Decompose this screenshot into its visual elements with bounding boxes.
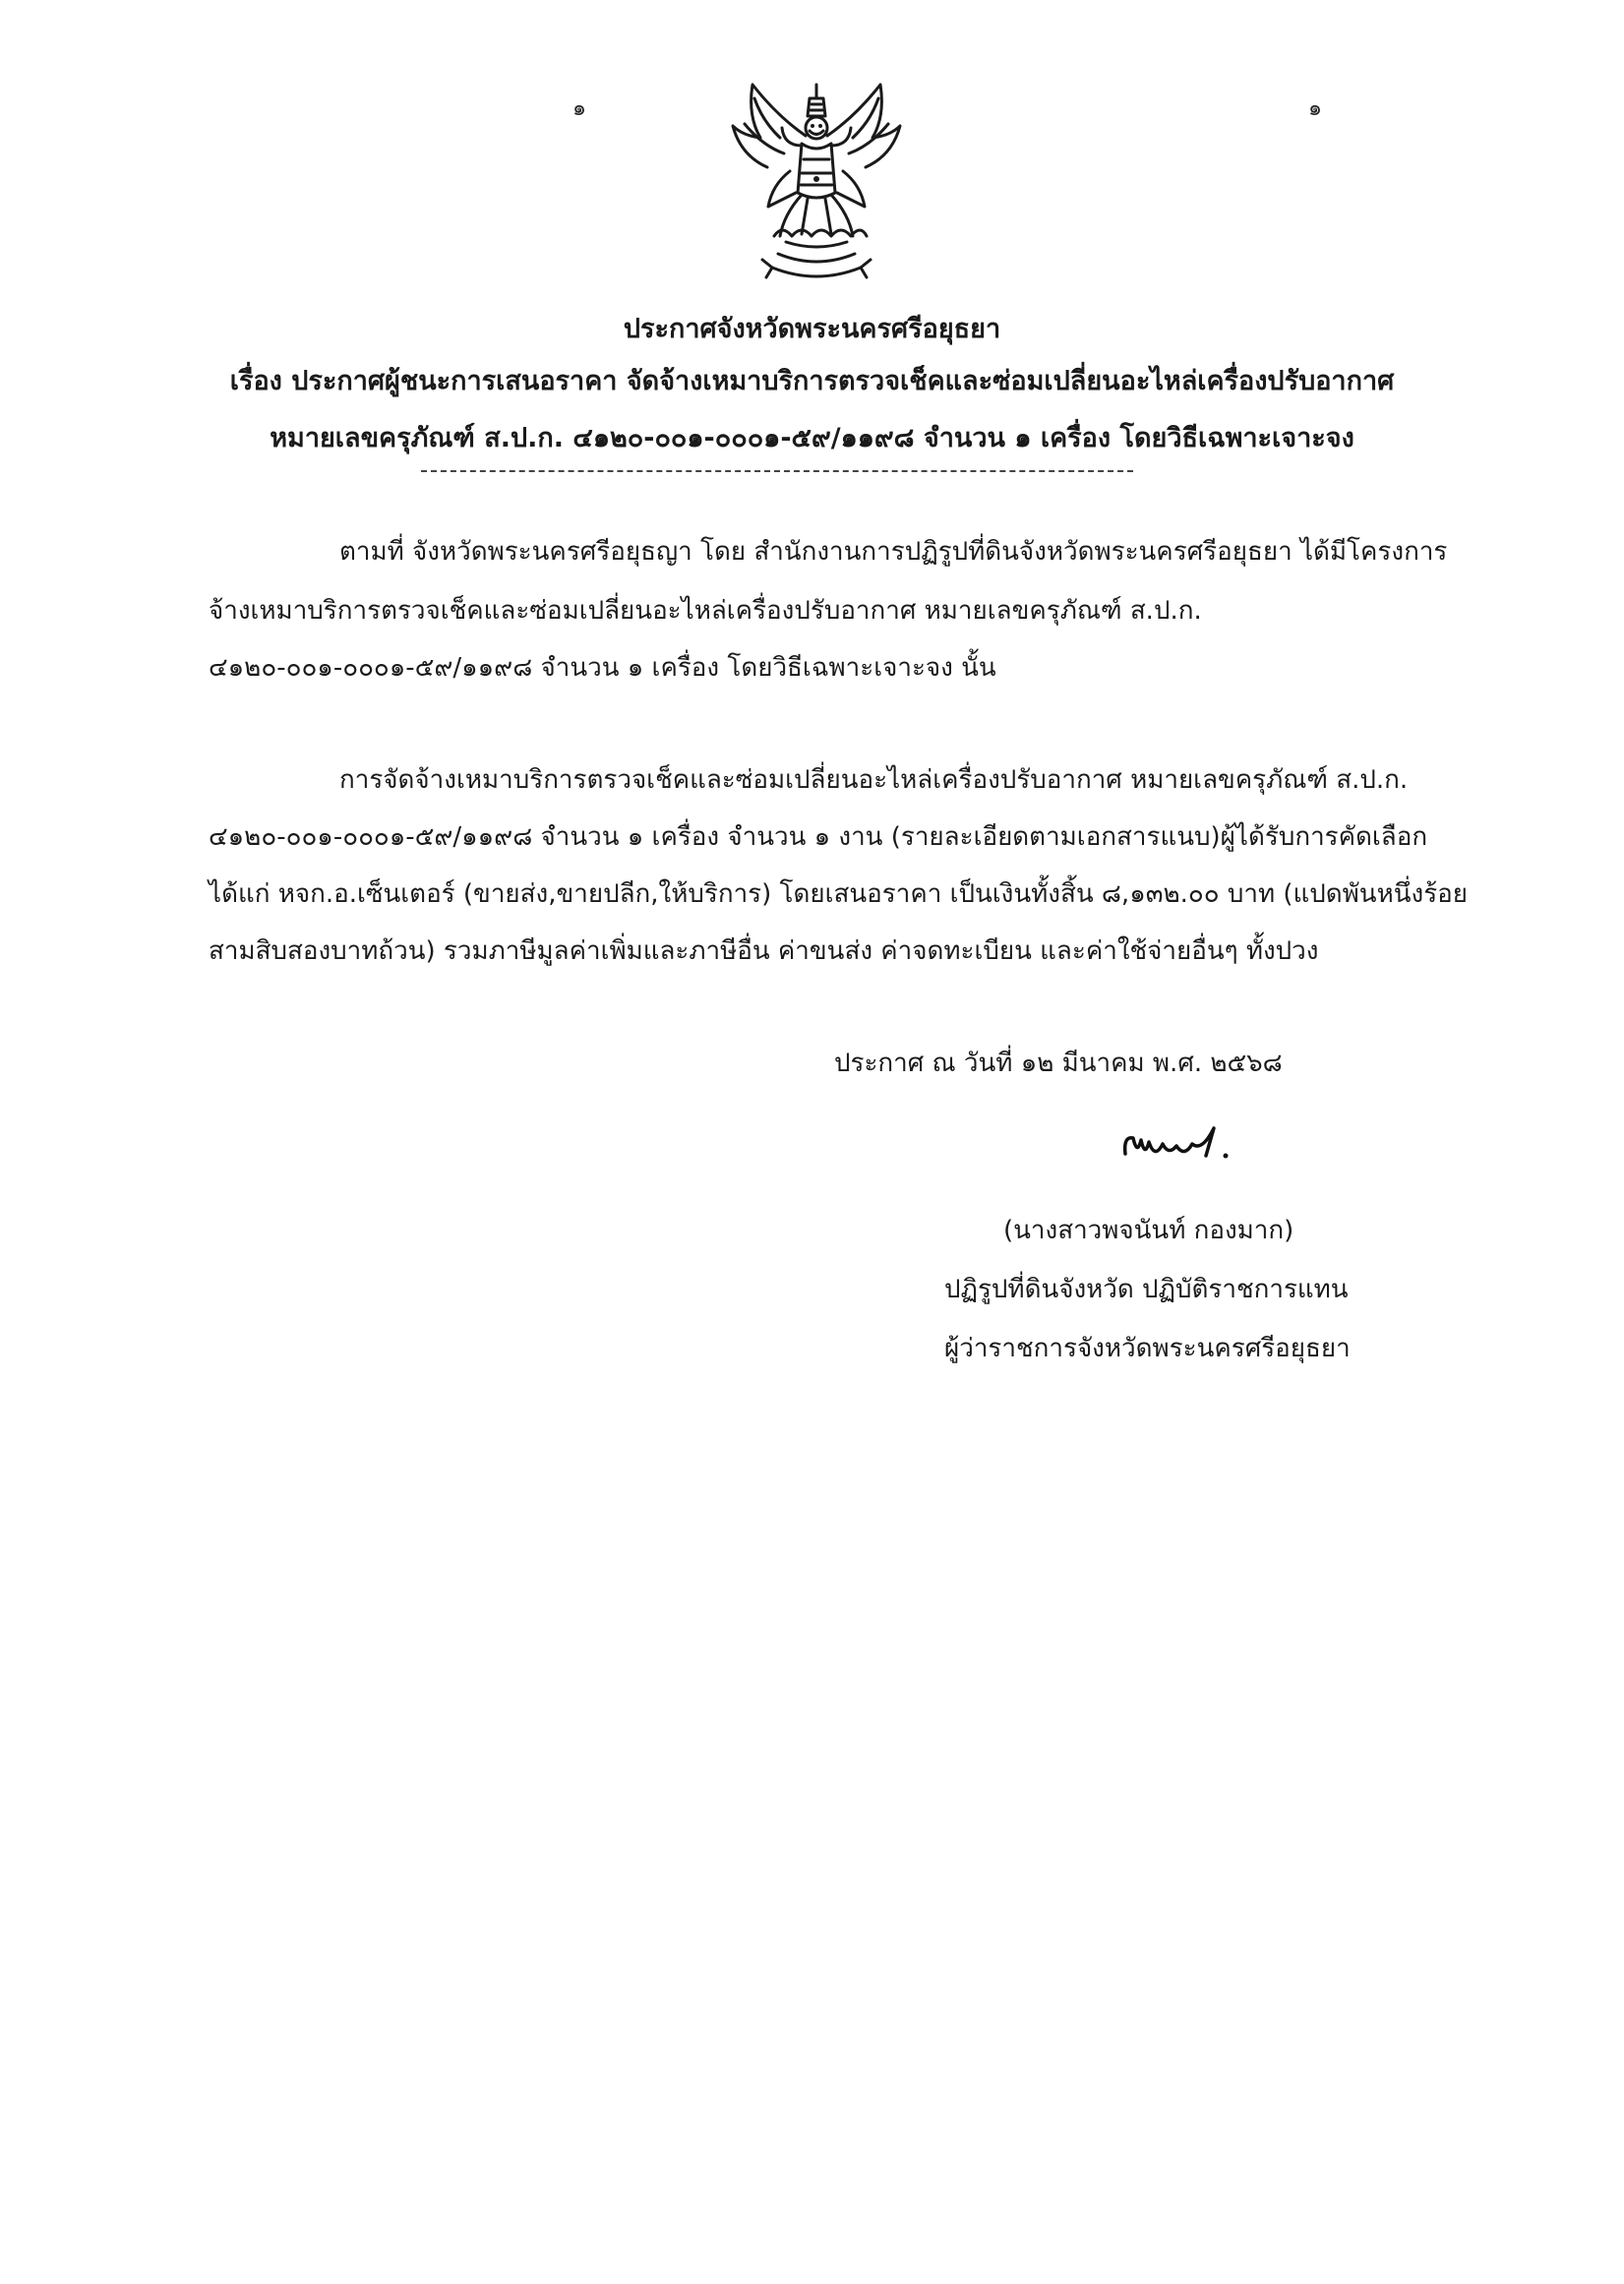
garuda-emblem-icon bbox=[723, 77, 910, 288]
paragraph-1-line: ๔๑๒๐-๐๐๑-๐๐๐๑-๕๙/๑๑๙๘ จำนวน ๑ เครื่อง โดยวิธีเฉพาะเจาะจง นั้น bbox=[209, 653, 996, 683]
paragraph-2-line: ๔๑๒๐-๐๐๑-๐๐๐๑-๕๙/๑๑๙๘ จำนวน ๑ เครื่อง จำนวน ๑ งาน (รายละเอียดตามเอกสารแนบ)ผู้ได้รับการคัดเลือก bbox=[209, 822, 1428, 852]
announcement-date: ประกาศ ณ วันที่ ๑๒ มีนาคม พ.ศ. ๒๕๖๘ bbox=[834, 1049, 1283, 1078]
document-title: ประกาศจังหวัดพระนครศรีอยุธยา bbox=[623, 314, 1001, 344]
signatory-position-2: ผู้ว่าราชการจังหวัดพระนครศรีอยุธยา bbox=[944, 1334, 1351, 1363]
handwritten-signature bbox=[1119, 1116, 1247, 1175]
paragraph-1-line: จ้างเหมาบริการตรวจเช็คและซ่อมเปลี่ยนอะไหล่เครื่องปรับอากาศ หมายเลขครุภัณฑ์ ส.ป.ก. bbox=[209, 596, 1202, 626]
paragraph-2-line: การจัดจ้างเหมาบริการตรวจเช็คและซ่อมเปลี่ยนอะไหล่เครื่องปรับอากาศ หมายเลขครุภัณฑ์ ส.ป.ก. bbox=[339, 765, 1409, 795]
corner-mark-left: ๑ bbox=[572, 96, 586, 121]
subject-line-2: หมายเลขครุภัณฑ์ ส.ป.ก. ๔๑๒๐-๐๐๑-๐๐๐๑-๕๙/๑๑๙๘ จำนวน ๑ เครื่อง โดยวิธีเฉพาะเจาะจง bbox=[270, 423, 1354, 453]
paragraph-1-line: ตามที่ จังหวัดพระนครศรีอยุธญา โดย สำนักงานการปฏิรูปที่ดินจังหวัดพระนครศรีอยุธยา ได้มีโครงการ bbox=[339, 537, 1448, 567]
paragraph-2-line: ได้แก่ หจก.อ.เซ็นเตอร์ (ขายส่ง,ขายปลีก,ให้บริการ) โดยเสนอราคา เป็นเงินทั้งสิ้น ๘,๑๓๒.๐๐ บาท (แปดพันหนึ่งร้อย bbox=[209, 879, 1469, 909]
subject-line: เรื่อง ประกาศผู้ชนะการเสนอราคา จัดจ้างเหมาบริการตรวจเช็คและซ่อมเปลี่ยนอะไหล่เครื่องปรับอากาศ bbox=[229, 366, 1395, 396]
corner-mark-right: ๑ bbox=[1308, 96, 1322, 121]
paragraph-2-line: สามสิบสองบาทถ้วน) รวมภาษีมูลค่าเพิ่มและภาษีอื่น ค่าขนส่ง ค่าจดทะเบียน และค่าใช้จ่ายอื่นๆ ทั้งปวง bbox=[209, 936, 1319, 966]
signatory-position: ปฏิรูปที่ดินจังหวัด ปฏิบัติราชการแทน bbox=[944, 1275, 1349, 1304]
dashed-separator bbox=[421, 470, 1133, 472]
signatory-name: (นางสาวพจนันท์ กองมาก) bbox=[1003, 1216, 1294, 1245]
